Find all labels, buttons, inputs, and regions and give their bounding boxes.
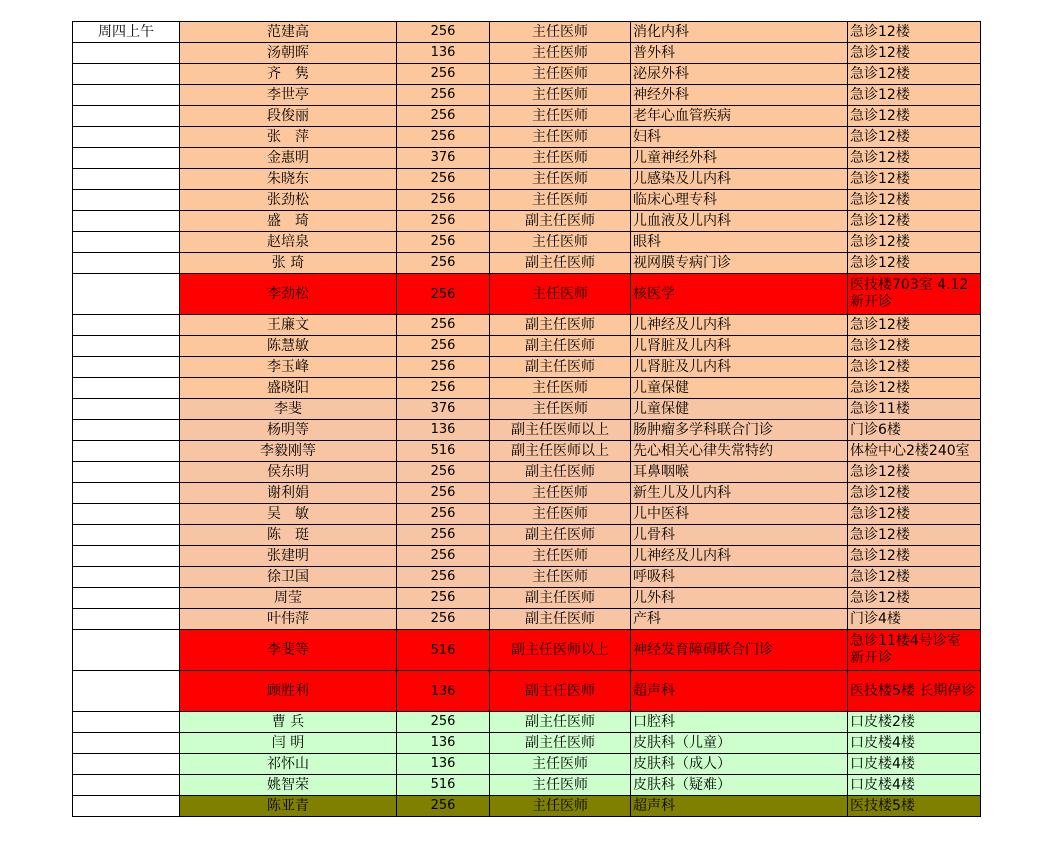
- table-row: [73, 211, 981, 232]
- title-cell: 副主任医师: [490, 588, 631, 609]
- location-cell: 门诊6楼: [848, 420, 981, 441]
- period-cell: [73, 357, 180, 378]
- doctor-name-cell: 王廉文: [180, 315, 397, 336]
- fee-cell: 256: [397, 378, 490, 399]
- period-cell: [73, 630, 180, 671]
- doctor-name-cell: 赵培泉: [180, 232, 397, 253]
- period-cell: [73, 754, 180, 775]
- department-cell: 口腔科: [631, 712, 848, 733]
- department-cell: 泌尿外科: [631, 64, 848, 85]
- title-cell: 副主任医师: [490, 462, 631, 483]
- table-row: [73, 85, 981, 106]
- title-cell: 主任医师: [490, 22, 631, 43]
- doctor-name-cell: 张 萍: [180, 127, 397, 148]
- location-cell: 急诊12楼: [848, 211, 981, 232]
- department-cell: 消化内科: [631, 22, 848, 43]
- period-cell: [73, 609, 180, 630]
- doctor-name-cell: 徐卫国: [180, 567, 397, 588]
- table-row: [73, 64, 981, 85]
- department-cell: 妇科: [631, 127, 848, 148]
- location-cell: 口皮楼4楼: [848, 754, 981, 775]
- department-cell: 儿肾脏及儿内科: [631, 336, 848, 357]
- fee-cell: 256: [397, 232, 490, 253]
- fee-cell: 256: [397, 336, 490, 357]
- fee-cell: 256: [397, 712, 490, 733]
- fee-cell: 256: [397, 546, 490, 567]
- title-cell: 主任医师: [490, 483, 631, 504]
- department-cell: 耳鼻咽喉: [631, 462, 848, 483]
- doctor-name-cell: 张 琦: [180, 253, 397, 274]
- location-cell: 急诊12楼: [848, 588, 981, 609]
- location-cell: 急诊12楼: [848, 378, 981, 399]
- title-cell: 副主任医师: [490, 336, 631, 357]
- fee-cell: 516: [397, 441, 490, 462]
- table-row: [73, 274, 981, 315]
- doctor-name-cell: 张劲松: [180, 190, 397, 211]
- department-cell: 儿神经及儿内科: [631, 546, 848, 567]
- table-row: [73, 106, 981, 127]
- period-cell: [73, 378, 180, 399]
- table-row: [73, 232, 981, 253]
- title-cell: 主任医师: [490, 190, 631, 211]
- title-cell: 副主任医师: [490, 671, 631, 712]
- table-row: [73, 588, 981, 609]
- table-row: [73, 733, 981, 754]
- period-cell: [73, 712, 180, 733]
- title-cell: 主任医师: [490, 106, 631, 127]
- fee-cell: 376: [397, 148, 490, 169]
- fee-cell: 256: [397, 315, 490, 336]
- fee-cell: 136: [397, 43, 490, 64]
- table-row: [73, 441, 981, 462]
- doctor-name-cell: 盛 琦: [180, 211, 397, 232]
- table-row: [73, 43, 981, 64]
- location-cell: 口皮楼2楼: [848, 712, 981, 733]
- table-row: [73, 22, 981, 43]
- table-row: [73, 336, 981, 357]
- period-cell: [73, 106, 180, 127]
- title-cell: 副主任医师: [490, 712, 631, 733]
- table-row: [73, 546, 981, 567]
- table-row: [73, 462, 981, 483]
- doctor-name-cell: 姚智荣: [180, 775, 397, 796]
- fee-cell: 256: [397, 127, 490, 148]
- department-cell: 视网膜专病门诊: [631, 253, 848, 274]
- doctor-name-cell: 祁怀山: [180, 754, 397, 775]
- department-cell: 皮肤科（儿童）: [631, 733, 848, 754]
- department-cell: 产科: [631, 609, 848, 630]
- period-cell: [73, 567, 180, 588]
- table-row: [73, 630, 981, 671]
- department-cell: 超声科: [631, 671, 848, 712]
- schedule-body: [73, 22, 981, 817]
- period-cell: [73, 127, 180, 148]
- table-row: [73, 357, 981, 378]
- department-cell: 临床心理专科: [631, 190, 848, 211]
- location-cell: 急诊12楼: [848, 43, 981, 64]
- doctor-name-cell: 曹 兵: [180, 712, 397, 733]
- table-row: [73, 567, 981, 588]
- fee-cell: 256: [397, 85, 490, 106]
- doctor-name-cell: 盛晓阳: [180, 378, 397, 399]
- department-cell: 普外科: [631, 43, 848, 64]
- department-cell: 儿感染及儿内科: [631, 169, 848, 190]
- period-cell: [73, 274, 180, 315]
- location-cell: 急诊12楼: [848, 169, 981, 190]
- period-cell: [73, 420, 180, 441]
- table-row: [73, 796, 981, 817]
- title-cell: 副主任医师: [490, 733, 631, 754]
- doctor-name-cell: 陈慧敏: [180, 336, 397, 357]
- fee-cell: 256: [397, 483, 490, 504]
- table-row: [73, 399, 981, 420]
- title-cell: 主任医师: [490, 796, 631, 817]
- department-cell: 神经外科: [631, 85, 848, 106]
- fee-cell: 256: [397, 211, 490, 232]
- title-cell: 主任医师: [490, 148, 631, 169]
- period-cell: [73, 775, 180, 796]
- title-cell: 主任医师: [490, 378, 631, 399]
- fee-cell: 256: [397, 504, 490, 525]
- period-cell: [73, 504, 180, 525]
- location-cell: 体检中心2楼240室: [848, 441, 981, 462]
- title-cell: 副主任医师: [490, 609, 631, 630]
- location-cell: 急诊12楼: [848, 525, 981, 546]
- location-cell: 口皮楼4楼: [848, 733, 981, 754]
- title-cell: 主任医师: [490, 127, 631, 148]
- doctor-name-cell: 李斐: [180, 399, 397, 420]
- fee-cell: 256: [397, 609, 490, 630]
- location-cell: 急诊12楼: [848, 546, 981, 567]
- fee-cell: 256: [397, 462, 490, 483]
- period-cell: [73, 64, 180, 85]
- location-cell: 急诊12楼: [848, 504, 981, 525]
- doctor-name-cell: 闫 明: [180, 733, 397, 754]
- department-cell: 儿骨科: [631, 525, 848, 546]
- doctor-name-cell: 陈亚青: [180, 796, 397, 817]
- fee-cell: 256: [397, 22, 490, 43]
- fee-cell: 256: [397, 274, 490, 315]
- title-cell: 主任医师: [490, 567, 631, 588]
- department-cell: 儿中医科: [631, 504, 848, 525]
- fee-cell: 256: [397, 588, 490, 609]
- doctor-name-cell: 齐 隽: [180, 64, 397, 85]
- clinic-schedule-table: [72, 21, 981, 817]
- department-cell: 呼吸科: [631, 567, 848, 588]
- title-cell: 主任医师: [490, 775, 631, 796]
- period-cell: [73, 253, 180, 274]
- title-cell: 主任医师: [490, 64, 631, 85]
- location-cell: 急诊12楼: [848, 148, 981, 169]
- department-cell: 核医学: [631, 274, 848, 315]
- doctor-name-cell: 杨明等: [180, 420, 397, 441]
- location-cell: 医技楼703室 4.12新开诊: [848, 274, 981, 315]
- doctor-name-cell: 李斐等: [180, 630, 397, 671]
- department-cell: 肠肿瘤多学科联合门诊: [631, 420, 848, 441]
- department-cell: 眼科: [631, 232, 848, 253]
- period-cell: [73, 148, 180, 169]
- period-cell: [73, 85, 180, 106]
- fee-cell: 256: [397, 106, 490, 127]
- title-cell: 主任医师: [490, 232, 631, 253]
- doctor-name-cell: 李世亭: [180, 85, 397, 106]
- department-cell: 先心相关心律失常特约: [631, 441, 848, 462]
- location-cell: 急诊12楼: [848, 232, 981, 253]
- table-row: [73, 671, 981, 712]
- table-row: [73, 525, 981, 546]
- period-cell: 周四上午: [73, 22, 180, 43]
- title-cell: 副主任医师: [490, 211, 631, 232]
- period-cell: [73, 43, 180, 64]
- department-cell: 皮肤科（成人）: [631, 754, 848, 775]
- period-cell: [73, 232, 180, 253]
- location-cell: 口皮楼4楼: [848, 775, 981, 796]
- period-cell: [73, 588, 180, 609]
- period-cell: [73, 483, 180, 504]
- title-cell: 主任医师: [490, 85, 631, 106]
- fee-cell: 256: [397, 357, 490, 378]
- title-cell: 副主任医师: [490, 357, 631, 378]
- title-cell: 副主任医师: [490, 525, 631, 546]
- title-cell: 副主任医师以上: [490, 630, 631, 671]
- fee-cell: 136: [397, 754, 490, 775]
- title-cell: 副主任医师: [490, 315, 631, 336]
- table-row: [73, 148, 981, 169]
- doctor-name-cell: 顾胜利: [180, 671, 397, 712]
- period-cell: [73, 211, 180, 232]
- location-cell: 急诊11楼4号诊室 新开诊: [848, 630, 981, 671]
- location-cell: 医技楼5楼 长期停诊: [848, 671, 981, 712]
- department-cell: 儿外科: [631, 588, 848, 609]
- title-cell: 主任医师: [490, 754, 631, 775]
- doctor-name-cell: 张建明: [180, 546, 397, 567]
- period-cell: [73, 525, 180, 546]
- location-cell: 急诊12楼: [848, 64, 981, 85]
- location-cell: 急诊12楼: [848, 253, 981, 274]
- title-cell: 主任医师: [490, 399, 631, 420]
- doctor-name-cell: 朱晓东: [180, 169, 397, 190]
- department-cell: 儿童神经外科: [631, 148, 848, 169]
- fee-cell: 256: [397, 525, 490, 546]
- doctor-name-cell: 吴 敏: [180, 504, 397, 525]
- title-cell: 主任医师: [490, 274, 631, 315]
- fee-cell: 256: [397, 190, 490, 211]
- location-cell: 急诊12楼: [848, 462, 981, 483]
- fee-cell: 136: [397, 671, 490, 712]
- doctor-name-cell: 李玉峰: [180, 357, 397, 378]
- department-cell: 儿肾脏及儿内科: [631, 357, 848, 378]
- doctor-name-cell: 陈 珽: [180, 525, 397, 546]
- period-cell: [73, 733, 180, 754]
- department-cell: 超声科: [631, 796, 848, 817]
- title-cell: 主任医师: [490, 504, 631, 525]
- location-cell: 急诊12楼: [848, 336, 981, 357]
- doctor-name-cell: 叶伟萍: [180, 609, 397, 630]
- department-cell: 老年心血管疾病: [631, 106, 848, 127]
- location-cell: 门诊4楼: [848, 609, 981, 630]
- period-cell: [73, 336, 180, 357]
- location-cell: 急诊12楼: [848, 190, 981, 211]
- period-cell: [73, 169, 180, 190]
- department-cell: 儿神经及儿内科: [631, 315, 848, 336]
- doctor-name-cell: 侯东明: [180, 462, 397, 483]
- location-cell: 急诊12楼: [848, 357, 981, 378]
- table-row: [73, 253, 981, 274]
- location-cell: 急诊12楼: [848, 85, 981, 106]
- fee-cell: 256: [397, 64, 490, 85]
- department-cell: 神经发育障碍联合门诊: [631, 630, 848, 671]
- fee-cell: 376: [397, 399, 490, 420]
- doctor-name-cell: 段俊丽: [180, 106, 397, 127]
- table-row: [73, 190, 981, 211]
- period-cell: [73, 671, 180, 712]
- location-cell: 急诊12楼: [848, 127, 981, 148]
- department-cell: 儿童保健: [631, 378, 848, 399]
- table-row: [73, 169, 981, 190]
- fee-cell: 256: [397, 253, 490, 274]
- title-cell: 主任医师: [490, 546, 631, 567]
- location-cell: 急诊12楼: [848, 106, 981, 127]
- period-cell: [73, 796, 180, 817]
- doctor-name-cell: 李毅刚等: [180, 441, 397, 462]
- period-cell: [73, 315, 180, 336]
- location-cell: 急诊12楼: [848, 22, 981, 43]
- location-cell: 医技楼5楼: [848, 796, 981, 817]
- location-cell: 急诊12楼: [848, 483, 981, 504]
- table-row: [73, 609, 981, 630]
- period-cell: [73, 399, 180, 420]
- department-cell: 儿血液及儿内科: [631, 211, 848, 232]
- location-cell: 急诊12楼: [848, 315, 981, 336]
- table-row: [73, 127, 981, 148]
- table-row: [73, 315, 981, 336]
- doctor-name-cell: 谢利娟: [180, 483, 397, 504]
- title-cell: 副主任医师以上: [490, 420, 631, 441]
- table-row: [73, 504, 981, 525]
- department-cell: 皮肤科（疑难）: [631, 775, 848, 796]
- table-row: [73, 483, 981, 504]
- location-cell: 急诊11楼: [848, 399, 981, 420]
- doctor-name-cell: 范建高: [180, 22, 397, 43]
- title-cell: 主任医师: [490, 43, 631, 64]
- department-cell: 新生儿及儿内科: [631, 483, 848, 504]
- fee-cell: 136: [397, 420, 490, 441]
- fee-cell: 256: [397, 169, 490, 190]
- table-row: [73, 754, 981, 775]
- doctor-name-cell: 汤朝晖: [180, 43, 397, 64]
- period-cell: [73, 190, 180, 211]
- table-row: [73, 420, 981, 441]
- fee-cell: 516: [397, 630, 490, 671]
- department-cell: 儿童保健: [631, 399, 848, 420]
- period-cell: [73, 546, 180, 567]
- fee-cell: 256: [397, 796, 490, 817]
- fee-cell: 136: [397, 733, 490, 754]
- doctor-name-cell: 李劲松: [180, 274, 397, 315]
- fee-cell: 256: [397, 567, 490, 588]
- table-row: [73, 712, 981, 733]
- period-cell: [73, 441, 180, 462]
- location-cell: 急诊12楼: [848, 567, 981, 588]
- table-row: [73, 775, 981, 796]
- title-cell: 主任医师: [490, 169, 631, 190]
- table-row: [73, 378, 981, 399]
- doctor-name-cell: 金惠明: [180, 148, 397, 169]
- period-cell: [73, 462, 180, 483]
- doctor-name-cell: 周莹: [180, 588, 397, 609]
- title-cell: 副主任医师: [490, 253, 631, 274]
- title-cell: 副主任医师以上: [490, 441, 631, 462]
- fee-cell: 516: [397, 775, 490, 796]
